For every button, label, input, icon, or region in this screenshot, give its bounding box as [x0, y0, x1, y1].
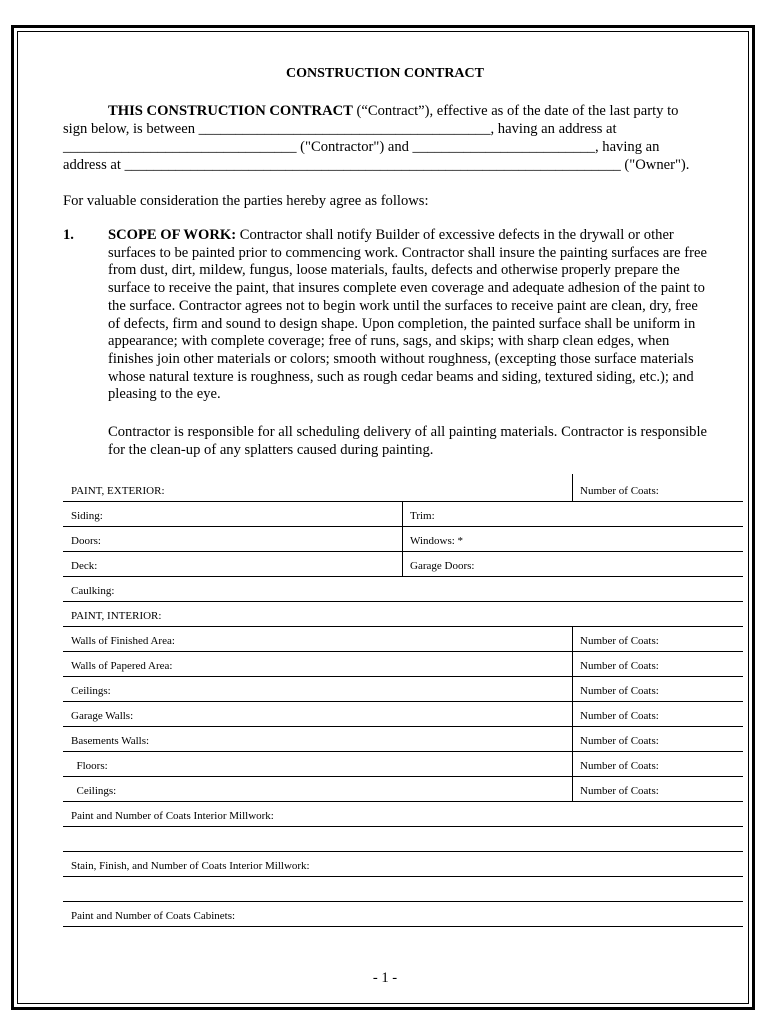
millwork-stain-field[interactable]: Stain, Finish, and Number of Coats Interior Millwork:	[71, 860, 310, 872]
table-row	[63, 627, 743, 652]
table-row	[63, 477, 743, 502]
windows-field[interactable]: Windows: *	[410, 535, 464, 547]
section-1-text: Contractor shall notify Builder of excessive defects in the drywall or other surfaces to be painted prior to commencing work. Contractor shall insure the painting surfaces are free from dust, dirt, mildew, fungus, loose materials, faults, defects and otherwise properly prepare the surface to receive the paint, that insures complete even coverage and adequate adhesion of the paint to the surface. Contractor agrees not to begin work until the surfaces to receive paint are clean, dry, free of defects, firm and sound to design shape. Upon completion, the painted surface shall be uniform in appearance; with complete coverage; free of runs, sags, and skips; with sharp clean edges, when finishes join other materials or colors; smooth without roughness, (excepting those surface materials whose natural texture is roughness, such as rough cedar beams and siding, textured siding, etc.); and pleasing to the eye.	[108, 227, 707, 403]
coats-field[interactable]: Number of Coats:	[580, 635, 659, 647]
floors-field[interactable]: Floors:	[71, 760, 108, 772]
coats-field[interactable]: Number of Coats:	[580, 785, 659, 797]
walls-papered-field[interactable]: Walls of Papered Area:	[71, 660, 173, 672]
intro-line-3: ________________________________ ("Contractor") and _________________________, having an	[63, 139, 660, 155]
siding-field[interactable]: Siding:	[71, 510, 103, 522]
coats-field[interactable]: Number of Coats:	[580, 735, 659, 747]
table-row	[63, 852, 743, 877]
coats-field[interactable]: Number of Coats:	[580, 660, 659, 672]
exterior-header: PAINT, EXTERIOR:	[71, 485, 165, 497]
document-title: CONSTRUCTION CONTRACT	[286, 66, 484, 81]
interior-header: PAINT, INTERIOR:	[71, 610, 162, 622]
page-number: - 1 -	[372, 970, 398, 986]
table-row	[63, 552, 743, 577]
consideration-text: For valuable consideration the parties hereby agree as follows:	[63, 193, 429, 209]
section-1-heading: SCOPE OF WORK:	[108, 227, 237, 243]
intro-line-4: address at ____________________________________________________________________ ("Owner").	[63, 157, 690, 173]
table-row	[63, 802, 743, 827]
caulking-field[interactable]: Caulking:	[71, 585, 115, 597]
paint-table	[63, 477, 743, 927]
table-row	[63, 702, 743, 727]
section-1-number: 1.	[63, 227, 74, 243]
table-row	[63, 677, 743, 702]
coats-field[interactable]: Number of Coats:	[580, 760, 659, 772]
millwork-paint-field[interactable]: Paint and Number of Coats Interior Millwork:	[71, 810, 274, 822]
doors-field[interactable]: Doors:	[71, 535, 101, 547]
table-row-blank[interactable]	[63, 827, 743, 852]
table-row	[63, 902, 743, 927]
table-row	[63, 577, 743, 602]
table-row-blank[interactable]	[63, 877, 743, 902]
section-1-body	[108, 227, 708, 404]
table-row	[63, 602, 743, 627]
intro-lead: THIS CONSTRUCTION CONTRACT	[108, 103, 353, 119]
walls-finished-field[interactable]: Walls of Finished Area:	[71, 635, 175, 647]
cabinets-field[interactable]: Paint and Number of Coats Cabinets:	[71, 910, 236, 922]
deck-field[interactable]: Deck:	[71, 560, 98, 572]
responsibility-paragraph: Contractor is responsible for all scheduling delivery of all painting materials. Contractor is responsible for the clean-up of any splatters caused during painting.	[108, 424, 708, 458]
intro-line-2: sign below, is between ________________________________________, having an address at	[63, 121, 617, 137]
intro-line-1-rest: (“Contract”), effective as of the date of the last party to	[352, 103, 679, 119]
garage-doors-field[interactable]: Garage Doors:	[410, 560, 475, 572]
coats-field[interactable]: Number of Coats:	[580, 710, 659, 722]
garage-walls-field[interactable]: Garage Walls:	[71, 710, 134, 722]
trim-field[interactable]: Trim:	[410, 510, 435, 522]
intro-line-1	[108, 103, 678, 120]
ceilings-field[interactable]: Ceilings:	[71, 685, 111, 697]
table-row	[63, 752, 743, 777]
table-row	[63, 727, 743, 752]
table-row	[63, 652, 743, 677]
table-row	[63, 777, 743, 802]
exterior-coats-label: Number of Coats:	[580, 485, 659, 497]
table-row	[63, 502, 743, 527]
coats-field[interactable]: Number of Coats:	[580, 685, 659, 697]
basements-walls-field[interactable]: Basements Walls:	[71, 735, 150, 747]
table-row	[63, 527, 743, 552]
ceilings2-field[interactable]: Ceilings:	[71, 785, 117, 797]
